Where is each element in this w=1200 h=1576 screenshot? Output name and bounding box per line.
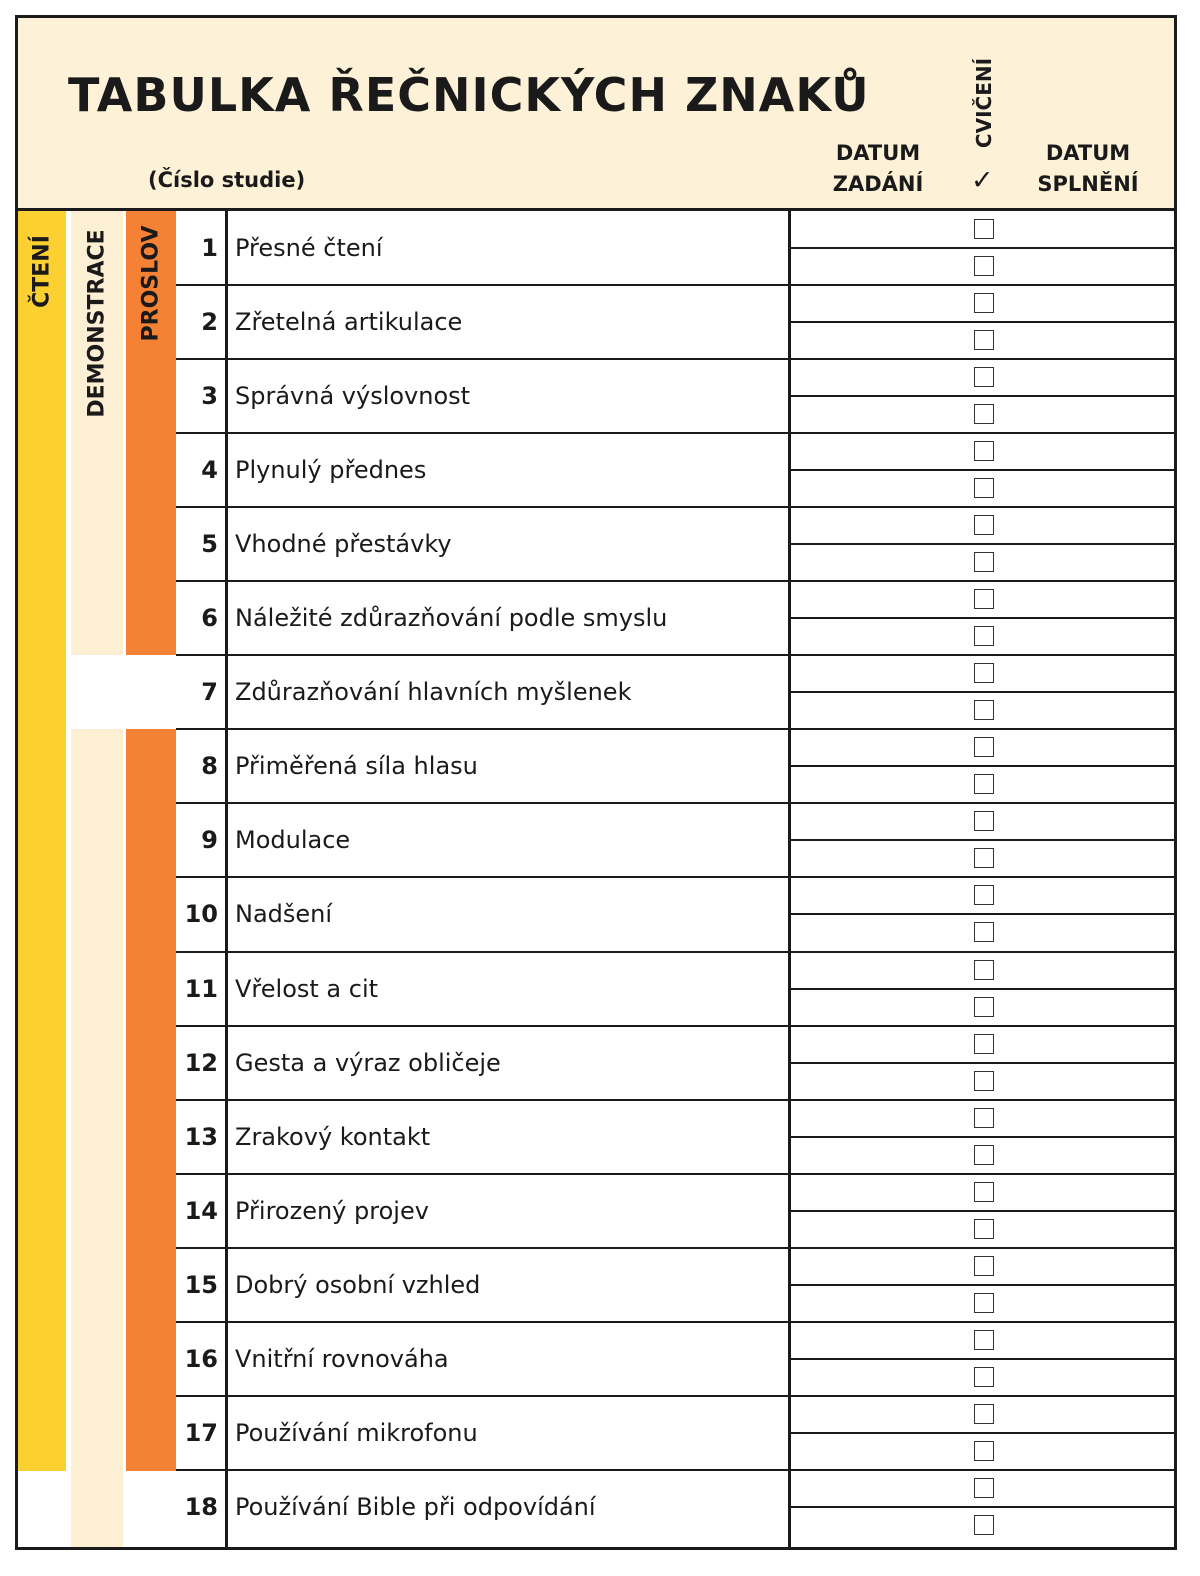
talk-band-bottom [126,729,176,1471]
chart-header [18,18,1174,211]
row-divider-mid [790,543,1174,545]
row-divider-mid [790,1210,1174,1212]
skill-number: 10 [184,900,218,929]
row-divider-mid [790,765,1174,767]
exercise-checkbox-first[interactable] [974,441,994,461]
row-divider-mid [790,1432,1174,1434]
row-divider [176,1321,1174,1323]
row-divider-mid [790,839,1174,841]
skill-label: Vnitřní rovnováha [235,1344,449,1373]
talk-band-top [126,211,176,655]
skill-number: 12 [184,1048,218,1077]
exercise-checkbox-second[interactable] [974,774,994,794]
row-divider-mid [790,1506,1174,1508]
skill-number: 7 [201,678,218,707]
exercise-checkbox-second[interactable] [974,997,994,1017]
exercise-checkbox-second[interactable] [974,922,994,942]
skill-number: 11 [184,974,218,1003]
exercise-checkbox-first[interactable] [974,663,994,683]
exercise-checkbox-first[interactable] [974,367,994,387]
exercise-checkbox-first[interactable] [974,1034,994,1054]
skill-label: Vřelost a cit [235,974,379,1003]
demonstration-band-top [71,211,123,655]
row-divider-mid [790,988,1174,990]
exercise-checkbox-second[interactable] [974,1071,994,1091]
exercise-header [954,57,1014,149]
row-divider-mid [790,321,1174,323]
row-divider [176,580,1174,582]
exercise-checkbox-first[interactable] [974,737,994,757]
speech-qualities-chart [15,15,1177,1550]
skill-label: Zrakový kontakt [235,1122,431,1151]
date-assigned-line-2: ZADÁNÍ [832,172,924,196]
exercise-checkbox-first[interactable] [974,293,994,313]
skill-number: 17 [184,1418,218,1447]
exercise-checkbox-first[interactable] [974,219,994,239]
skill-label: Přirozený projev [235,1196,429,1225]
exercise-checkbox-first[interactable] [974,811,994,831]
skill-number: 6 [201,604,218,633]
row-divider [176,876,1174,878]
row-divider [176,802,1174,804]
date-assigned-header [813,138,943,200]
exercise-checkbox-second[interactable] [974,256,994,276]
exercise-checkbox-second[interactable] [974,848,994,868]
skill-number: 13 [184,1122,218,1151]
reading-band [18,211,66,1471]
skill-label: Zdůrazňování hlavních myšlenek [235,678,632,707]
skill-number: 16 [184,1344,218,1373]
skill-label: Používání mikrofonu [235,1418,478,1447]
skill-label: Gesta a výraz obličeje [235,1048,501,1077]
skill-number: 1 [201,234,218,262]
number-column-divider [225,211,228,1550]
skill-number: 9 [201,826,218,855]
row-divider [176,1469,1174,1471]
exercise-checkbox-second[interactable] [974,404,994,424]
row-divider-mid [790,395,1174,397]
date-assigned-line-1: DATUM [835,141,921,165]
demonstration-band-bottom [71,729,123,1550]
skill-label: Modulace [235,826,351,855]
skill-number: 8 [201,752,218,781]
skill-number: 5 [201,530,218,559]
talk-label: PROSLOV [138,225,164,342]
date-completed-line-1: DATUM [1045,141,1131,165]
row-divider-mid [790,691,1174,693]
dates-column-divider [788,211,791,1550]
skill-number: 18 [184,1492,218,1521]
skill-label: Nadšení [235,900,333,929]
skill-label: Plynulý přednes [235,456,427,485]
row-divider [176,358,1174,360]
row-divider-mid [790,1284,1174,1286]
skill-number: 15 [184,1270,218,1299]
exercise-checkbox-second[interactable] [974,1145,994,1165]
date-completed-header [1018,138,1158,200]
row-divider [176,951,1174,953]
exercise-checkbox-first[interactable] [974,589,994,609]
exercise-checkbox-first[interactable] [974,1256,994,1276]
row-divider-mid [790,1062,1174,1064]
row-divider [176,728,1174,730]
row-divider [176,1099,1174,1101]
skill-label: Zřetelná artikulace [235,308,463,337]
skill-label: Správná výslovnost [235,382,471,411]
row-divider [176,1173,1174,1175]
row-divider [176,284,1174,286]
row-divider [176,1247,1174,1249]
exercise-checkbox-second[interactable] [974,1367,994,1387]
exercise-checkbox-first[interactable] [974,515,994,535]
skill-number: 3 [201,382,218,411]
skill-label: Dobrý osobní vzhled [235,1270,481,1299]
exercise-checkbox-first[interactable] [974,1404,994,1424]
row-divider-mid [790,469,1174,471]
row-divider [176,654,1174,656]
row-divider [176,1025,1174,1027]
exercise-checkbox-second[interactable] [974,1219,994,1239]
exercise-checkbox-first[interactable] [974,1478,994,1498]
exercise-checkbox-first[interactable] [974,885,994,905]
skill-number: 14 [184,1196,218,1225]
exercise-checkbox-first[interactable] [974,960,994,980]
skill-label: Vhodné přestávky [235,530,452,559]
skill-label: Používání Bible při odpovídání [235,1492,596,1521]
row-divider [176,432,1174,434]
exercise-checkbox-second[interactable] [974,552,994,572]
skill-label: Přesné čtení [235,234,383,262]
exercise-checkbox-second[interactable] [974,626,994,646]
row-divider-mid [790,617,1174,619]
exercise-checkbox-first[interactable] [974,1330,994,1350]
exercise-checkbox-first[interactable] [974,1182,994,1202]
row-divider-mid [790,247,1174,249]
exercise-checkbox-first[interactable] [974,1108,994,1128]
chart-title: TABULKA ŘEČNICKÝCH ZNAKŮ [68,68,870,122]
row-divider [176,1395,1174,1397]
exercise-checkbox-second[interactable] [974,700,994,720]
row-divider-mid [790,913,1174,915]
check-mark-icon: ✓ [971,165,994,196]
reading-label: ČTENÍ [29,235,55,308]
row-divider-mid [790,1136,1174,1138]
exercise-checkbox-second[interactable] [974,1293,994,1313]
exercise-checkbox-second[interactable] [974,478,994,498]
row-divider-mid [790,1358,1174,1360]
exercise-header-text: CVIČENÍ [972,57,996,149]
date-completed-line-2: SPLNĚNÍ [1037,172,1139,196]
exercise-checkbox-second[interactable] [974,1441,994,1461]
demonstration-label: DEMONSTRACE [84,229,110,418]
row-divider [176,506,1174,508]
exercise-checkbox-second[interactable] [974,330,994,350]
skill-number: 4 [201,456,218,485]
skill-label: Přiměřená síla hlasu [235,752,478,781]
skill-label: Náležité zdůrazňování podle smyslu [235,604,668,633]
exercise-checkbox-second[interactable] [974,1515,994,1535]
skill-number: 2 [201,308,218,337]
study-number-label: (Číslo studie) [148,168,306,192]
